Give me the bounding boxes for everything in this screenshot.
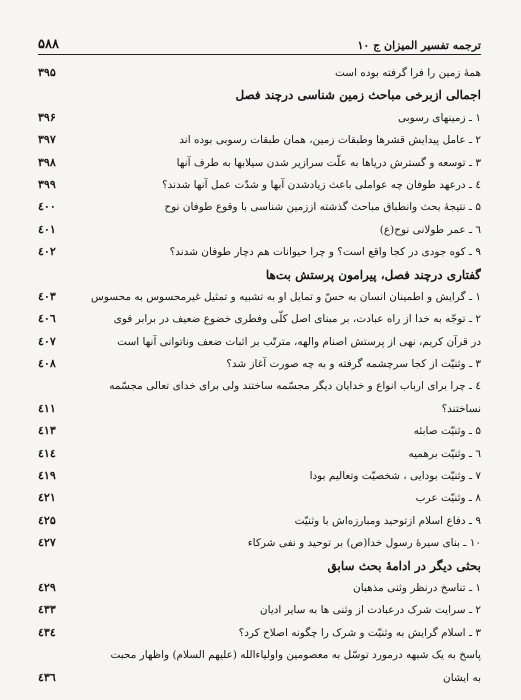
- entry-page-number: ٤۰۲: [38, 245, 56, 259]
- entry-title: ۷ ـ وثنیّت بودایی ، شخصیّت وتعالیم بودا: [309, 470, 481, 483]
- entry-page-number: ٤۱۱: [38, 401, 56, 415]
- toc-entry: [38, 577, 481, 599]
- entry-page-number: ٤۳٤: [38, 625, 56, 639]
- entry-title: ٦ ـ وثنیّت برهمیه: [408, 447, 481, 460]
- entry-page-number: ٤۲۷: [38, 536, 56, 550]
- toc-entry: [38, 667, 481, 689]
- entry-title: نساختند؟: [441, 402, 481, 415]
- section-heading: [38, 264, 481, 286]
- entry-title: ۲ ـ توجّه به خدا از راه عبادت، بر مبنای اصل کلّی وفطری خضوع ضعیف در برابر قوی: [113, 313, 481, 326]
- page-number: ۵۸۸: [38, 37, 59, 52]
- entry-page-number: ۳۹۵: [38, 65, 56, 79]
- toc-entry: [38, 420, 481, 442]
- section-heading: [38, 555, 481, 577]
- entry-page-number: ٤۲۹: [38, 580, 56, 594]
- entry-page-number: ٤۰۷: [38, 334, 56, 348]
- section-title: اجمالی ازبرخی مباحث زمین شناسی درچند فصل: [235, 88, 481, 103]
- entry-page-number: ۳۹۶: [38, 110, 56, 124]
- toc-entry: [38, 62, 481, 84]
- entry-page-number: ۳۹۷: [38, 133, 56, 147]
- toc-entry: [38, 152, 481, 174]
- entry-page-number: ٤۰٦: [38, 312, 56, 326]
- toc-entry: [38, 510, 481, 532]
- running-header: [38, 34, 481, 52]
- entry-title: ۳ ـ توسعه و گسترش دریاها به علّت سرازیر شدن سیلابها به طرف آنها: [176, 156, 481, 169]
- entry-title: ۱ ـ تناسخ درنظر وثنی مذهبان: [352, 581, 481, 594]
- entry-page-number: ٤۳٦: [38, 670, 56, 684]
- entry-page-number: ۳۹۸: [38, 155, 56, 169]
- entry-title: ٤ ـ چرا برای ارباب انواع و خدایان دیگر مجسّمه ساختند ولی برای خدای تعالی مجسّمه: [109, 380, 481, 393]
- entry-page-number: ٤۲۵: [38, 513, 56, 527]
- entry-title: ۱۰ ـ بنای سیرهٔ رسول خدا(ص) بر توحید و نفی شرکاء: [247, 537, 481, 550]
- entry-title: ۲ ـ سرایت شرک درعبادت از وثنی ها به سایر ادیان: [259, 604, 481, 617]
- toc-entry: [38, 398, 481, 420]
- entry-page-number: ۳۹۹: [38, 177, 56, 191]
- entry-title: ۵ ـ وثنیّت صابئه: [413, 425, 481, 438]
- toc-entry: [38, 241, 481, 263]
- entry-page-number: ٤۳۳: [38, 603, 56, 617]
- toc-entry: [38, 129, 481, 151]
- entry-title: ۱ ـ گرایش و اطمینان انسان به حسّ و تمایل او به تشبیه و تمثیل غیرمحسوس به محسوس: [91, 290, 481, 303]
- toc-entry: [38, 532, 481, 554]
- entry-title: ۱ ـ زمینهای رسوبی: [398, 111, 481, 124]
- entry-title: ۳ ـ اسلام گرایش به وثنیّت و شرک را چگونه اصلاح کرد؟: [238, 626, 481, 639]
- entry-page-number: ٤۰۰: [38, 200, 56, 214]
- table-of-contents: [38, 62, 481, 689]
- entry-title: همهٔ زمین را فرا گرفته بوده است: [335, 66, 481, 79]
- toc-entry: [38, 219, 481, 241]
- entry-page-number: ٤۱٤: [38, 446, 56, 460]
- section-title: بحثی دیگر در ادامهٔ بحث سابق: [327, 558, 481, 573]
- entry-title: ۹ ـ دفاع اسلام ازتوحید ومبارزه‌اش با وثنیّت: [294, 514, 481, 527]
- toc-entry: [38, 286, 481, 308]
- entry-page-number: ٤۱۳: [38, 424, 56, 438]
- toc-entry: [38, 622, 481, 644]
- toc-entry: [38, 196, 481, 218]
- entry-title: پاسخ به یک شبهه درمورد توسّل به معصومین واولیاءالله (علیهم السلام) واظهار محبت: [110, 649, 481, 662]
- entry-title: ۵ ـ نتیجهٔ بحث وانطباق مباحث گذشته اززمین شناسی با وقوع طوفان نوح: [164, 201, 481, 214]
- entry-page-number: ٤۰۱: [38, 222, 56, 236]
- entry-page-number: ٤۰۸: [38, 357, 56, 371]
- section-heading: [38, 84, 481, 106]
- entry-title: ۹ ـ کوه جودی در کجا واقع است؟ و چرا حیوانات هم دچار طوفان شدند؟: [169, 246, 481, 259]
- entry-title: به ایشان: [442, 671, 481, 684]
- entry-title: ۳ ـ وثنیّت از کجا سرچشمه گرفته و به چه صورت آغاز شد؟: [226, 358, 481, 371]
- toc-entry: [38, 443, 481, 465]
- toc-entry: [38, 107, 481, 129]
- toc-entry: [38, 465, 481, 487]
- header-title: ترجمه تفسیر المیزان ج ۱۰: [357, 39, 481, 52]
- toc-entry: [38, 644, 481, 666]
- toc-entry: [38, 599, 481, 621]
- entry-title: ۲ ـ عامل پیدایش قشرها وطبقات زمین، همان طبقات رسوبی بوده اند: [179, 134, 481, 147]
- entry-title: ٤ ـ درعهد طوفان چه عواملی باعث زیادشدن آبها و شدّت عمل آنها شدند؟: [162, 178, 481, 191]
- toc-entry: [38, 375, 481, 397]
- entry-page-number: ٤۲۱: [38, 491, 56, 505]
- toc-entry: [38, 331, 481, 353]
- entry-title: در قرآن کریم، نهی از پرستش اصنام والهه، مترتّب بر اثبات ضعف وناتوانی آنها است: [117, 335, 481, 348]
- entry-page-number: ٤۰۳: [38, 289, 56, 303]
- toc-entry: [38, 174, 481, 196]
- entry-title: ٦ ـ عمر طولانی نوح(ع): [379, 223, 481, 236]
- entry-title: ۸ ـ وثنیّت عرب: [415, 492, 481, 505]
- section-title: گفتاری درچند فصل، پیرامون پرستش بت‌ها: [265, 267, 481, 282]
- toc-entry: [38, 487, 481, 509]
- toc-entry: [38, 308, 481, 330]
- entry-page-number: ٤۱۹: [38, 469, 56, 483]
- toc-entry: [38, 353, 481, 375]
- header-rule: [38, 54, 481, 55]
